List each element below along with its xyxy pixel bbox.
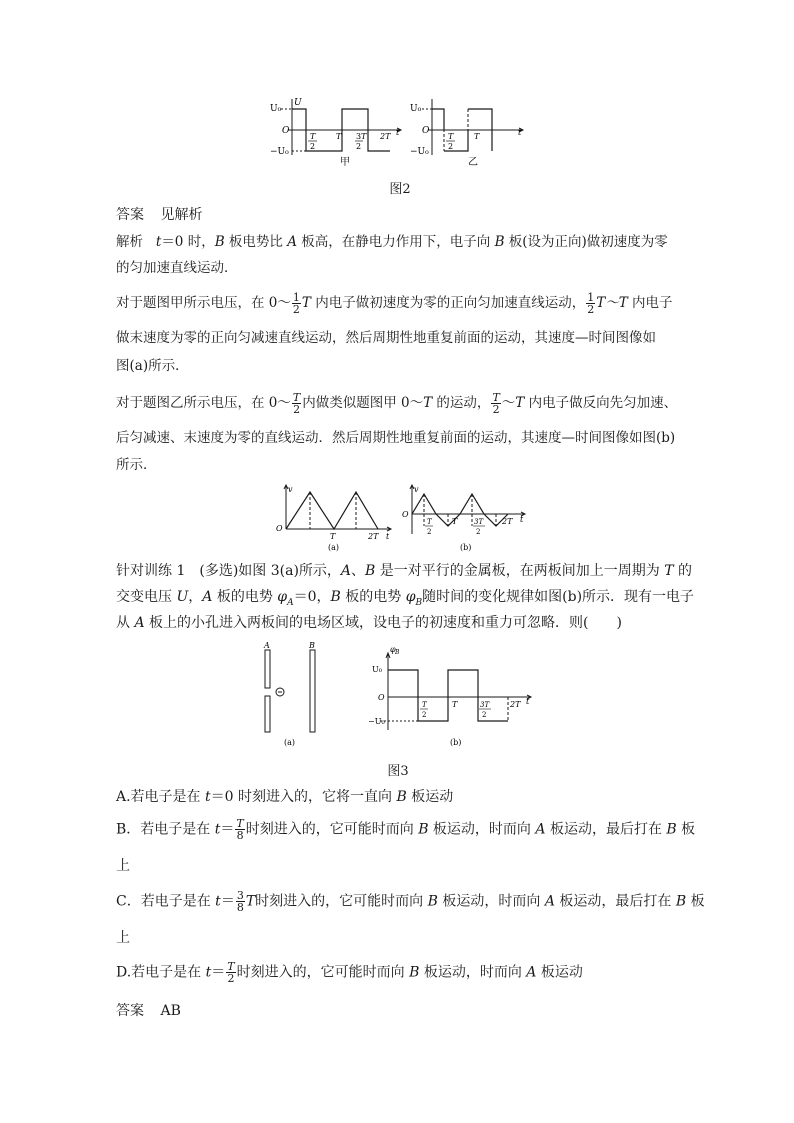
fraction <box>236 890 245 913</box>
text: 板运动 <box>536 964 583 981</box>
option-c <box>116 889 705 914</box>
analysis-line-7: 后匀减速、末速度为零的直线运动．然后周期性地重复前面的运动，其速度—时间图像如图(b) <box>116 430 676 446</box>
text: ＝ <box>220 893 235 910</box>
text: ＝0， <box>293 589 331 605</box>
text: 内电子做初速度为零的正向匀加速直线运动， <box>310 295 586 311</box>
option-d <box>116 961 681 984</box>
b-t: t <box>520 515 524 524</box>
text: A.若电子是在 <box>116 789 206 805</box>
text: 2 <box>292 303 300 316</box>
text: 8 <box>236 901 244 914</box>
text: T <box>664 563 674 579</box>
text: 板运动，时而向 <box>437 893 545 910</box>
fig3-b-caption: (b) <box>450 738 462 747</box>
graph-yi <box>422 99 523 155</box>
answer-2-label: 答案 <box>116 1003 144 1019</box>
jia-2T: 2T <box>380 132 391 141</box>
text: φ <box>405 589 416 605</box>
text: 板高，在静电力作用下，电子向 <box>296 234 495 250</box>
jia-3: 3 <box>356 132 362 141</box>
text: 内做类似题图甲 0～ <box>302 395 424 411</box>
yi-T2-den: 2 <box>448 142 454 151</box>
jia-U: U <box>294 98 302 108</box>
text: T <box>515 395 525 411</box>
fig3-2T: 2T <box>510 700 521 709</box>
text: U <box>176 589 189 605</box>
answer-1 <box>116 205 681 225</box>
option-b-line-2: 上 <box>116 858 130 874</box>
text: B <box>409 964 420 981</box>
text: 针对训练 1 (多选)如图 3(a)所示， <box>116 563 341 579</box>
a-v: v <box>288 485 293 494</box>
text: 2 <box>227 972 235 985</box>
text: 2 <box>293 403 301 416</box>
text: 1 <box>587 291 595 304</box>
fraction <box>292 292 301 315</box>
text: 时刻进入的，它可能时而向 <box>236 964 410 981</box>
text: A <box>544 893 555 910</box>
text: 板运动 <box>406 789 454 805</box>
jia-O: O <box>282 126 290 136</box>
analysis-line-2: 的匀加速直线运动． <box>116 260 238 276</box>
fig3-T2-den: 2 <box>422 711 427 719</box>
jia-T2-num: T <box>310 132 316 141</box>
figure-3-caption: 图3 <box>387 764 409 779</box>
answer-1-label: 答案 <box>116 207 144 223</box>
text: 2 <box>492 403 500 416</box>
text: B <box>675 893 687 910</box>
text: 板运动，时而向 <box>419 964 527 981</box>
analysis-line-8: 所示． <box>116 457 157 473</box>
b-T: T <box>452 517 458 526</box>
text: 板运动，时而向 <box>428 821 536 838</box>
figure-3 <box>250 640 540 752</box>
exercise-line-3 <box>116 613 681 633</box>
text: T <box>492 391 500 404</box>
text: A <box>202 589 213 605</box>
answer-1-value: 见解析 <box>160 207 203 223</box>
plate-B-label: B <box>309 641 315 650</box>
text: 交变电压 <box>116 589 177 605</box>
text: ＝ <box>220 821 235 838</box>
option-c-line-2: 上 <box>116 930 130 946</box>
phi-B-graph <box>380 653 531 730</box>
text: T <box>236 817 244 830</box>
text: T <box>423 395 433 411</box>
fig3-T2-num: T <box>422 701 427 709</box>
fig3-U0: U₀ <box>372 665 382 674</box>
plate-A-label: A <box>264 641 270 650</box>
graph-a <box>284 485 391 531</box>
analysis-line-4: 做末速度为零的正向匀减速直线运动，然后周期性地重复前面的运动，其速度—时间图像如 <box>116 330 656 346</box>
fig3-T: T <box>452 700 458 709</box>
b-T2-num: T <box>427 518 432 526</box>
text: 板 <box>686 893 705 910</box>
fig3-a-caption: (a) <box>284 738 296 747</box>
text: B <box>494 234 505 250</box>
analysis-line-6 <box>116 392 681 415</box>
text: 的运动， <box>432 395 491 411</box>
analysis-line-5: 图(a)所示． <box>116 358 189 374</box>
text: B <box>418 821 429 838</box>
a-2T: 2T <box>368 532 379 541</box>
text: A <box>535 821 546 838</box>
exercise-line-1 <box>116 561 693 581</box>
yi-t: t <box>518 128 522 137</box>
text: 是一对平行的金属板，在两板间加上一周期为 <box>375 563 665 579</box>
text: 随时间的变化规律如图(b)所示．现有一电子 <box>422 589 695 605</box>
text: A <box>287 597 294 608</box>
text: 对于题图乙所示电压，在 0～ <box>116 395 291 411</box>
text: 时刻进入的，它可能时而向 <box>255 893 428 910</box>
text: ＝ <box>211 964 226 981</box>
text: 2 <box>587 303 595 316</box>
text: B．若电子是在 <box>116 821 215 838</box>
yi-T: T <box>474 132 480 141</box>
fraction <box>586 292 595 315</box>
text: B <box>365 563 376 579</box>
text: A <box>526 964 537 981</box>
jia-3T-den: 2 <box>356 142 362 151</box>
text: C．若电子是在 <box>116 893 216 910</box>
yi-O: O <box>422 126 430 136</box>
text: 的 <box>673 563 693 579</box>
text: B <box>415 597 423 608</box>
text: t <box>215 893 221 910</box>
text: 板运动，最后打在 <box>554 893 676 910</box>
text: B <box>427 893 438 910</box>
text: T～T <box>596 295 628 311</box>
text: 板上的小孔进入两板间的电场区域，设电子的初速度和重力可忽略．则( ) <box>144 615 622 631</box>
text: T <box>301 295 311 311</box>
answer-2 <box>116 1001 681 1021</box>
a-caption: (a) <box>328 543 340 552</box>
text: 1 <box>292 291 300 304</box>
text: 内电子做反向先匀加速、 <box>524 395 678 411</box>
analysis-line-3 <box>116 292 681 315</box>
jia-U0: U₀ <box>270 104 282 114</box>
b-3T-num: 3T <box>474 518 484 526</box>
option-b <box>116 817 696 842</box>
jia-3T: T <box>361 132 367 141</box>
text: t <box>205 964 212 981</box>
option-a <box>116 787 681 807</box>
text: φ <box>277 589 288 605</box>
jia-T2-den: 2 <box>310 142 316 151</box>
fig3-O: O <box>378 693 385 702</box>
text: D.若电子是在 <box>116 964 206 981</box>
fig3-t: t <box>526 697 530 706</box>
b-T2-den: 2 <box>427 528 432 536</box>
text: A <box>340 563 352 579</box>
b-O: O <box>402 510 409 519</box>
text: 3 <box>236 889 244 902</box>
text: ～ <box>501 395 516 411</box>
text: 、 <box>351 563 366 579</box>
text: 板 <box>676 821 696 838</box>
jia-label: 甲 <box>340 157 350 168</box>
text: 板的电势 <box>212 589 278 605</box>
fraction <box>235 818 244 841</box>
jia-t: t <box>396 128 400 137</box>
a-O: O <box>276 524 283 533</box>
text: 8 <box>236 829 244 842</box>
analysis-label: 解析 <box>116 234 143 250</box>
text: ＝0 时刻进入的，它将一直向 <box>210 789 397 805</box>
text: T <box>227 960 235 973</box>
text: t <box>155 234 162 250</box>
text: ， <box>188 589 203 605</box>
fig3-3T-den: 2 <box>482 711 487 719</box>
exercise-line-2 <box>116 587 695 613</box>
fraction <box>226 961 235 984</box>
jia-negU0: −U₀ <box>270 147 289 157</box>
fraction <box>491 392 500 415</box>
fig3-3T-num: 3T <box>480 701 490 709</box>
yi-U0: U₀ <box>410 104 422 114</box>
a-t: t <box>386 532 390 541</box>
text: 内电子 <box>627 295 673 311</box>
phi-label: φ <box>390 645 396 654</box>
text: T <box>245 893 256 910</box>
text: 板电势比 <box>224 234 288 250</box>
text: 时刻进入的，它可能时而向 <box>245 821 419 838</box>
text: 板运动，最后打在 <box>545 821 667 838</box>
text: A <box>287 234 297 250</box>
fig3-negU0: −U₀ <box>368 717 385 726</box>
text: B <box>330 589 341 605</box>
text: 从 <box>116 615 135 631</box>
b-caption: (b) <box>460 543 472 552</box>
a-T: T <box>330 532 336 541</box>
text: 板(设为正向)做初速度为零 <box>504 234 668 250</box>
text: 对于题图甲所示电压，在 0～ <box>116 295 291 311</box>
plates-diagram <box>265 650 315 732</box>
text: t <box>214 821 221 838</box>
phi-subscript: B <box>395 649 400 656</box>
yi-negU0: −U₀ <box>410 147 429 157</box>
yi-label: 乙 <box>468 157 478 168</box>
text: B <box>666 821 677 838</box>
text: 板的电势 <box>340 589 406 605</box>
graph-b <box>410 485 525 534</box>
b-v: v <box>414 485 419 494</box>
b-3T-den: 2 <box>476 528 481 536</box>
text: A <box>134 615 145 631</box>
text: t <box>205 789 211 805</box>
text: ＝0 时， <box>161 234 215 250</box>
figure-2-voltage-graphs <box>270 95 530 170</box>
velocity-time-graphs <box>272 484 530 554</box>
answer-2-value: AB <box>160 1003 181 1019</box>
figure-2-caption: 图2 <box>389 182 411 197</box>
b-2T: 2T <box>502 517 513 526</box>
text: B <box>214 234 225 250</box>
fraction <box>292 392 301 415</box>
analysis-line-1 <box>116 232 681 252</box>
jia-T: T <box>336 132 342 141</box>
yi-T2-num: T <box>448 132 454 141</box>
text: T <box>292 391 301 404</box>
text: B <box>396 789 407 805</box>
